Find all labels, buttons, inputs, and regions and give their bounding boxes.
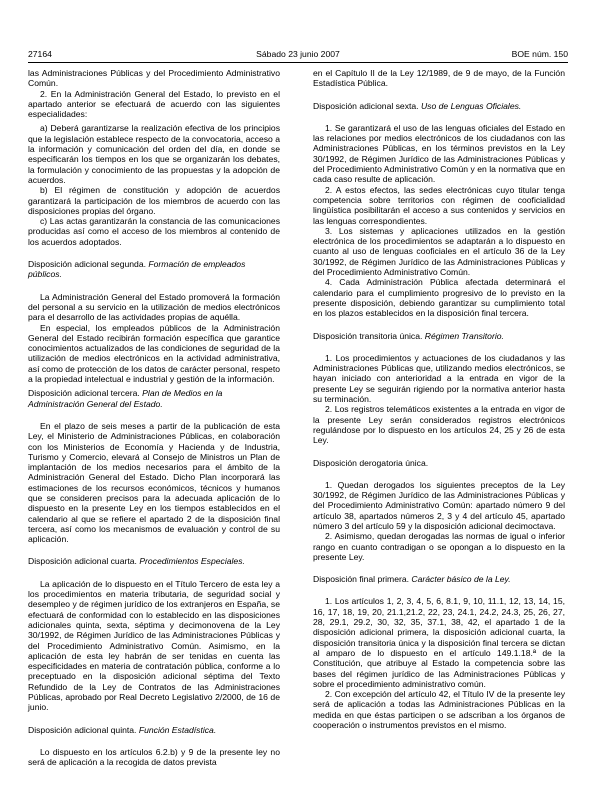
- journal-issue: BOE núm. 150: [511, 49, 568, 59]
- spacer: [28, 735, 280, 747]
- paragraph: a) Deberá garantizarse la realización efectiva de los principios que la legislación establece respecto de la convocatoria, acceso a la información y comunicación del orden del día, en donde se especificarán los tiempos en los que se organizarán los debates, la formulación y conocimiento de las propuestas y la adopción de acuerdos.: [28, 123, 280, 185]
- section-title: Carácter básico de la Ley.: [411, 574, 511, 585]
- paragraph: La aplicación de lo dispuesto en el Título Tercero de esta ley a los procedimientos en materia tributaria, de seguridad social y desempleo y de régimen jurídico de los extranjeros en España, se efectuará de conformidad con lo establecido en las disposiciones adicionales quinta, sexta, séptima y decimonovena de la Ley 30/1992, de Régimen Jurídico de las Administraciones Públicas y del Procedimiento Administrativo Común. Asimismo, en la aplicación de esta ley habrán de ser tenidas en cuenta las especificidades en materia de contratación pública, conforme a lo preceptuado en la disposición adicional séptima del Texto Refundido de la Ley de Contratos de las Administraciones Públicas, aprobado por Real Decreto Legislativo 2/2000, de 16 de junio.: [28, 578, 280, 713]
- paragraph: 2. En la Administración General del Estado, lo previsto en el apartado anterior se efectuará de acuerdo con las siguientes especialidades:: [28, 88, 280, 120]
- spacer: [313, 89, 565, 101]
- spacer: [28, 567, 280, 579]
- spacer: [28, 280, 280, 292]
- section-heading: [28, 388, 280, 409]
- left-column: [28, 68, 280, 768]
- section-heading: [313, 331, 565, 341]
- section-title: Procedimientos Especiales.: [139, 556, 245, 567]
- section-heading: [28, 725, 280, 735]
- spacer: [313, 584, 565, 596]
- paragraph: 2. A estos efectos, las sedes electrónicas cuyo titular tenga competencia sobre territorios con régimen de cooficialidad lingüística posibilitarán el acceso a sus contenidos y servicios en las lenguas correspondientes.: [313, 184, 565, 226]
- paragraph: c) Las actas garantizarán la constancia de las comunicaciones producidas así como el acceso de los miembros al contenido de los acuerdos adoptados.: [28, 216, 280, 247]
- spacer: [28, 713, 280, 725]
- publication-date: Sábado 23 junio 2007: [256, 49, 340, 59]
- section-label: Disposición adicional sexta.: [313, 100, 419, 111]
- section-label: Disposición adicional segunda.: [28, 259, 147, 270]
- paragraph: 4. Cada Administración Pública afectada determinará el calendario para el cumplimiento progresivo de lo previsto en la presente disposición, debiendo garantizar su cumplimiento total en los plazos establecidos en la disposición final tercera.: [313, 277, 565, 319]
- paragraph: 1. Los procedimientos y actuaciones de los ciudadanos y las Administraciones Públicas que, utilizando medios electrónicos, se hayan iniciado con anterioridad a la entrada en vigor de la presente Ley se seguirán rigiendo por la normativa anterior hasta su terminación.: [313, 352, 565, 405]
- paragraph: En el plazo de seis meses a partir de la publicación de esta Ley, el Ministerio de Administraciones Públicas, en colaboración con los Ministerios de Economía y Hacienda y de Industria, Turismo y Comercio, elevará al Consejo de Ministros un Plan de implantación de los medios necesarios para el ámbito de la Administración General del Estado. Dicho Plan incorporará las estimaciones de los recursos económicos, técnicos y humanos que se consideren precisos para la adecuada aplicación de lo dispuesto en la presente Ley en los tiempos establecidos en el calendario al que se refiere el apartado 2 de la disposición final tercera, así como los mecanismos de evaluación y control de su aplicación.: [28, 420, 280, 545]
- section-label: Disposición derogatoria única.: [313, 457, 429, 468]
- section-title: Plan de Medios en la Administración General del Estado.: [28, 388, 223, 409]
- section-label: Disposición adicional quinta.: [28, 724, 137, 735]
- spacer: [313, 319, 565, 331]
- paragraph: Lo dispuesto en los artículos 6.2.b) y 9 de la presente ley no será de aplicación a la recogida de datos prevista: [28, 746, 280, 768]
- spacer: [28, 544, 280, 556]
- page-number: 27164: [28, 49, 52, 59]
- right-column: [313, 68, 565, 730]
- section-label: Disposición adicional cuarta.: [28, 556, 137, 567]
- section-title: Uso de Lenguas Oficiales.: [420, 100, 522, 111]
- paragraph: 3. Los sistemas y aplicaciones utilizados en la gestión electrónica de los procedimientos se adaptarán a lo dispuesto en cuanto al uso de lenguas cooficiales en el artículo 36 de la Ley 30/1992, de Régimen Jurídico de las Administraciones Públicas y del Procedimiento Administrativo Común.: [313, 225, 565, 278]
- paragraph: 2. Con excepción del artículo 42, el Título IV de la presente ley será de aplicación a todas las Administraciones Públicas en la medida en que éstas participen o se adscriban a los órganos de cooperación o instrumentos previstos en el mismo.: [313, 689, 565, 731]
- paragraph: 1. Se garantizará el uso de las lenguas oficiales del Estado en las relaciones por medios electrónicos de los ciudadanos con las Administraciones Públicas, en los términos previstos en la Ley 30/1992, de Régimen Jurídico de las Administraciones Públicas y del Procedimiento Administrativo Común y en la normativa que en cada caso resulte de aplicación.: [313, 122, 565, 185]
- paragraph: 2. Los registros telemáticos existentes a la entrada en vigor de la presente Ley serán considerados registros electrónicos regulándose por lo dispuesto en los artículos 24, 25 y 26 de esta Ley.: [313, 404, 565, 446]
- section-title: Formación de empleados públicos.: [28, 259, 246, 280]
- spacer: [313, 446, 565, 458]
- section-title: Función Estadística.: [138, 724, 217, 735]
- paragraph: en el Capítulo II de la Ley 12/1989, de 9 de mayo, de la Función Estadística Pública.: [313, 68, 565, 89]
- section-heading: [313, 458, 565, 468]
- spacer: [313, 111, 565, 123]
- spacer: [313, 468, 565, 480]
- paragraph: b) El régimen de constitución y adopción de acuerdos garantizará la participación de los miembros de acuerdo con las disposiciones propias del órgano.: [28, 185, 280, 216]
- spacer: [313, 562, 565, 574]
- paragraph: 1. Quedan derogados los siguientes preceptos de la Ley 30/1992, de Régimen Jurídico de las Administraciones Públicas y del Procedimiento Administrativo Común: apartado número 9 del artículo 38, apartados números 2, 3 y 4 del artículo 45, apartado número 3 del artículo 59 y la disposición adicional decimoctava.: [313, 479, 565, 531]
- section-heading: [28, 259, 280, 280]
- spacer: [313, 341, 565, 353]
- paragraph: La Administración General del Estado promoverá la formación del personal a su servicio en la utilización de medios electrónicos para el desarrollo de las actividades propias de aquélla.: [28, 291, 280, 323]
- section-heading: [313, 574, 565, 584]
- paragraph: 2. Asimismo, quedan derogadas las normas de igual o inferior rango en cuanto contradigan o se opongan a lo dispuesto en la presente Ley.: [313, 531, 565, 562]
- spacer: [28, 247, 280, 259]
- section-label: Disposición transitoria única.: [313, 330, 423, 341]
- paragraph: las Administraciones Públicas y del Procedimiento Administrativo Común.: [28, 68, 280, 89]
- section-title: Régimen Transitorio.: [424, 330, 504, 341]
- paragraph: En especial, los empleados públicos de la Administración General del Estado recibirán formación específica que garantice conocimientos actualizados de las condiciones de seguridad de la utilización de medios electrónicos en la actividad administrativa, así como de protección de los datos de carácter personal, respeto a la propiedad intelectual e industrial y gestión de la información.: [28, 322, 280, 385]
- section-heading: [313, 101, 565, 111]
- document-body: [28, 68, 568, 788]
- section-label: Disposición adicional tercera.: [28, 388, 140, 399]
- section-label: Disposición final primera.: [313, 574, 409, 585]
- paragraph: 1. Los artículos 1, 2, 3, 4, 5, 6, 8.1, 9, 10, 11.1, 12, 13, 14, 15, 16, 17, 18, 19, 20, 21.1,21.2, 22, 23, 24.1, 24.2, 24.3, 25, 26, 27, 28, 29.1, 29.2, 30, 32, 35, 37.1, 38, 42, el apartado 1 de la disposición adicional primera, la disposición adicional cuarta, la disposición transitoria única y la disposición final tercera se dictan al amparo de lo dispuesto en el artículo 149.1.18.ª de la Constitución, que atribuye al Estado la competencia sobre las bases del régimen jurídico de las Administraciones Públicas y sobre el procedimiento administrativo común.: [313, 596, 565, 689]
- section-heading: [28, 556, 280, 566]
- header-rule: [28, 62, 568, 63]
- page-header: [28, 48, 568, 62]
- spacer: [28, 409, 280, 421]
